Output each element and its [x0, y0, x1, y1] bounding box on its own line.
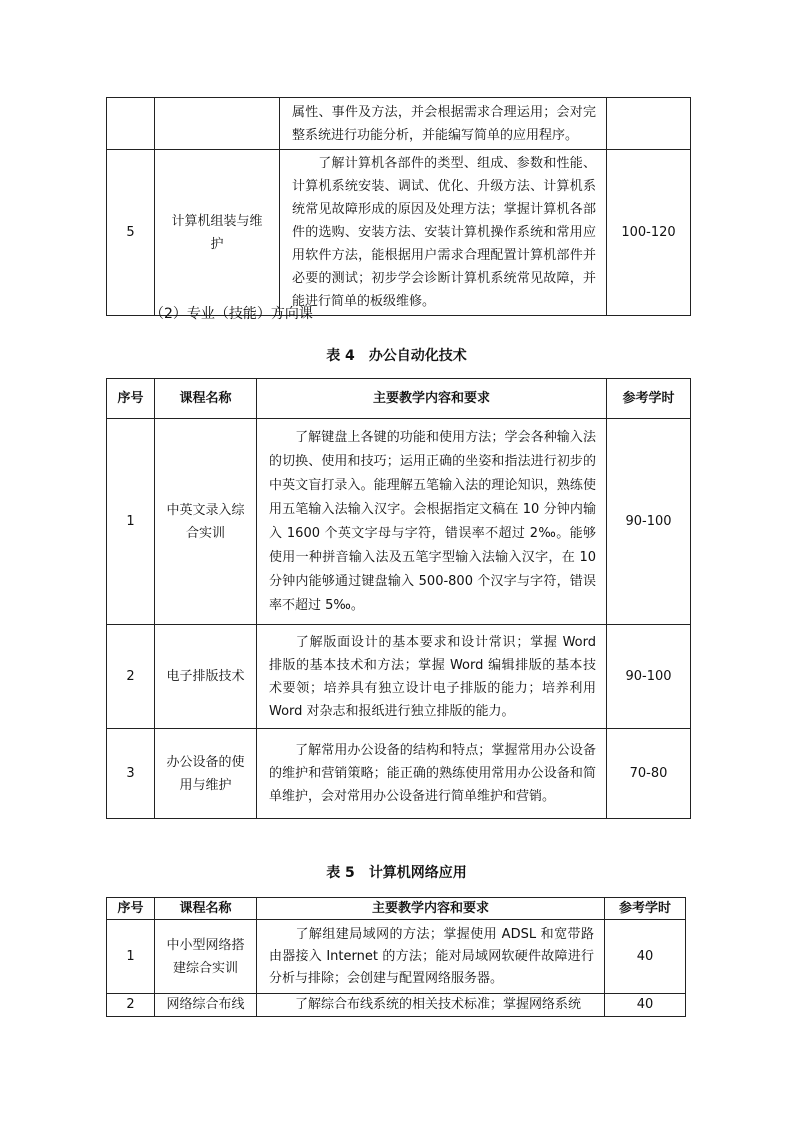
course-name: 网络综合布线: [155, 994, 257, 1017]
table-row: [107, 625, 691, 729]
table4-caption-number: 表 4: [326, 348, 355, 364]
header-content: 主要教学内容和要求: [257, 898, 605, 920]
table-row: [107, 419, 691, 625]
row-number: 2: [107, 625, 155, 729]
table-row: [107, 994, 686, 1017]
table4: [106, 378, 691, 819]
table-previous-continuation: [106, 97, 691, 316]
table4-caption-title: 办公自动化技术: [368, 348, 467, 364]
table-row: [107, 98, 691, 150]
row-number: 5: [107, 150, 155, 316]
course-name: 计算机组装与维护: [155, 150, 280, 316]
course-name: 电子排版技术: [155, 625, 257, 729]
course-content: 了解计算机各部件的类型、组成、参数和性能、计算机系统安装、调试、优化、升级方法、计算机系统常见故障形成的原因及处理方法；掌握计算机各部件的选购、安装方法、安装计算机操作系统和常用应用软件方法，能根据用户需求合理配置计算机部件并必要的测试；初步学会诊断计算机系统常见故障，并能进行简单的板级维修。: [280, 150, 607, 316]
table5-caption-title: 计算机网络应用: [368, 865, 467, 881]
table4-caption: [0, 345, 793, 365]
table5-caption-number: 表 5: [326, 865, 355, 881]
header-content: 主要教学内容和要求: [257, 379, 607, 419]
row-number: 3: [107, 729, 155, 819]
header-no: 序号: [107, 379, 155, 419]
course-content: 了解组建局域网的方法；掌握使用 ADSL 和宽带路由器接入 Internet 的方法；能对局域网软硬件故障进行分析与排除；会创建与配置网络服务器。: [257, 920, 605, 994]
header-name: 课程名称: [155, 379, 257, 419]
table5: [106, 897, 686, 1017]
course-content: 了解常用办公设备的结构和特点；掌握常用办公设备的维护和营销策略；能正确的熟练使用常用办公设备和简单维护，会对常用办公设备进行简单维护和营销。: [257, 729, 607, 819]
table5-caption: [0, 862, 793, 882]
course-hours: 90-100: [607, 625, 691, 729]
table-row: [107, 729, 691, 819]
row-number: 1: [107, 419, 155, 625]
course-hours: [607, 98, 691, 150]
course-hours: 100-120: [607, 150, 691, 316]
table-row: [107, 150, 691, 316]
course-name: 办公设备的使用与维护: [155, 729, 257, 819]
course-content: 属性、事件及方法，并会根据需求合理运用；会对完整系统进行功能分析，并能编写简单的应用程序。: [280, 98, 607, 150]
course-hours: 40: [605, 920, 686, 994]
table-row: [107, 920, 686, 994]
table-header-row: [107, 379, 691, 419]
course-name: 中英文录入综合实训: [155, 419, 257, 625]
row-number: 2: [107, 994, 155, 1017]
row-number: [107, 98, 155, 150]
row-number: 1: [107, 920, 155, 994]
course-hours: 40: [605, 994, 686, 1017]
course-content: 了解键盘上各键的功能和使用方法；学会各种输入法的切换、使用和技巧；运用正确的坐姿和指法进行初步的中英文盲打录入。能理解五笔输入法的理论知识，熟练使用五笔输入法输入汉字。会根据指定文稿在 10 分钟内输入 1600 个英文字母与字符，错误率不超过 2‰。能够使用一种拼音输入法及五笔字型输入法输入汉字，在 10 分钟内能够通过键盘输入 500-800 个汉字与字符，错误率不超过 5‰。: [257, 419, 607, 625]
header-hours: 参考学时: [607, 379, 691, 419]
course-hours: 90-100: [607, 419, 691, 625]
course-name: 中小型网络搭建综合实训: [155, 920, 257, 994]
course-name: [155, 98, 280, 150]
table-header-row: [107, 898, 686, 920]
course-content: 了解综合布线系统的相关技术标准；掌握网络系统: [257, 994, 605, 1017]
header-name: 课程名称: [155, 898, 257, 920]
course-hours: 70-80: [607, 729, 691, 819]
header-hours: 参考学时: [605, 898, 686, 920]
section-subheading: （2）专业（技能）方向课: [150, 306, 313, 322]
header-no: 序号: [107, 898, 155, 920]
course-content: 了解版面设计的基本要求和设计常识；掌握 Word 排版的基本技术和方法；掌握 Word 编辑排版的基本技术要领；培养具有独立设计电子排版的能力；培养利用 Word 对杂志和报纸进行独立排版的能力。: [257, 625, 607, 729]
